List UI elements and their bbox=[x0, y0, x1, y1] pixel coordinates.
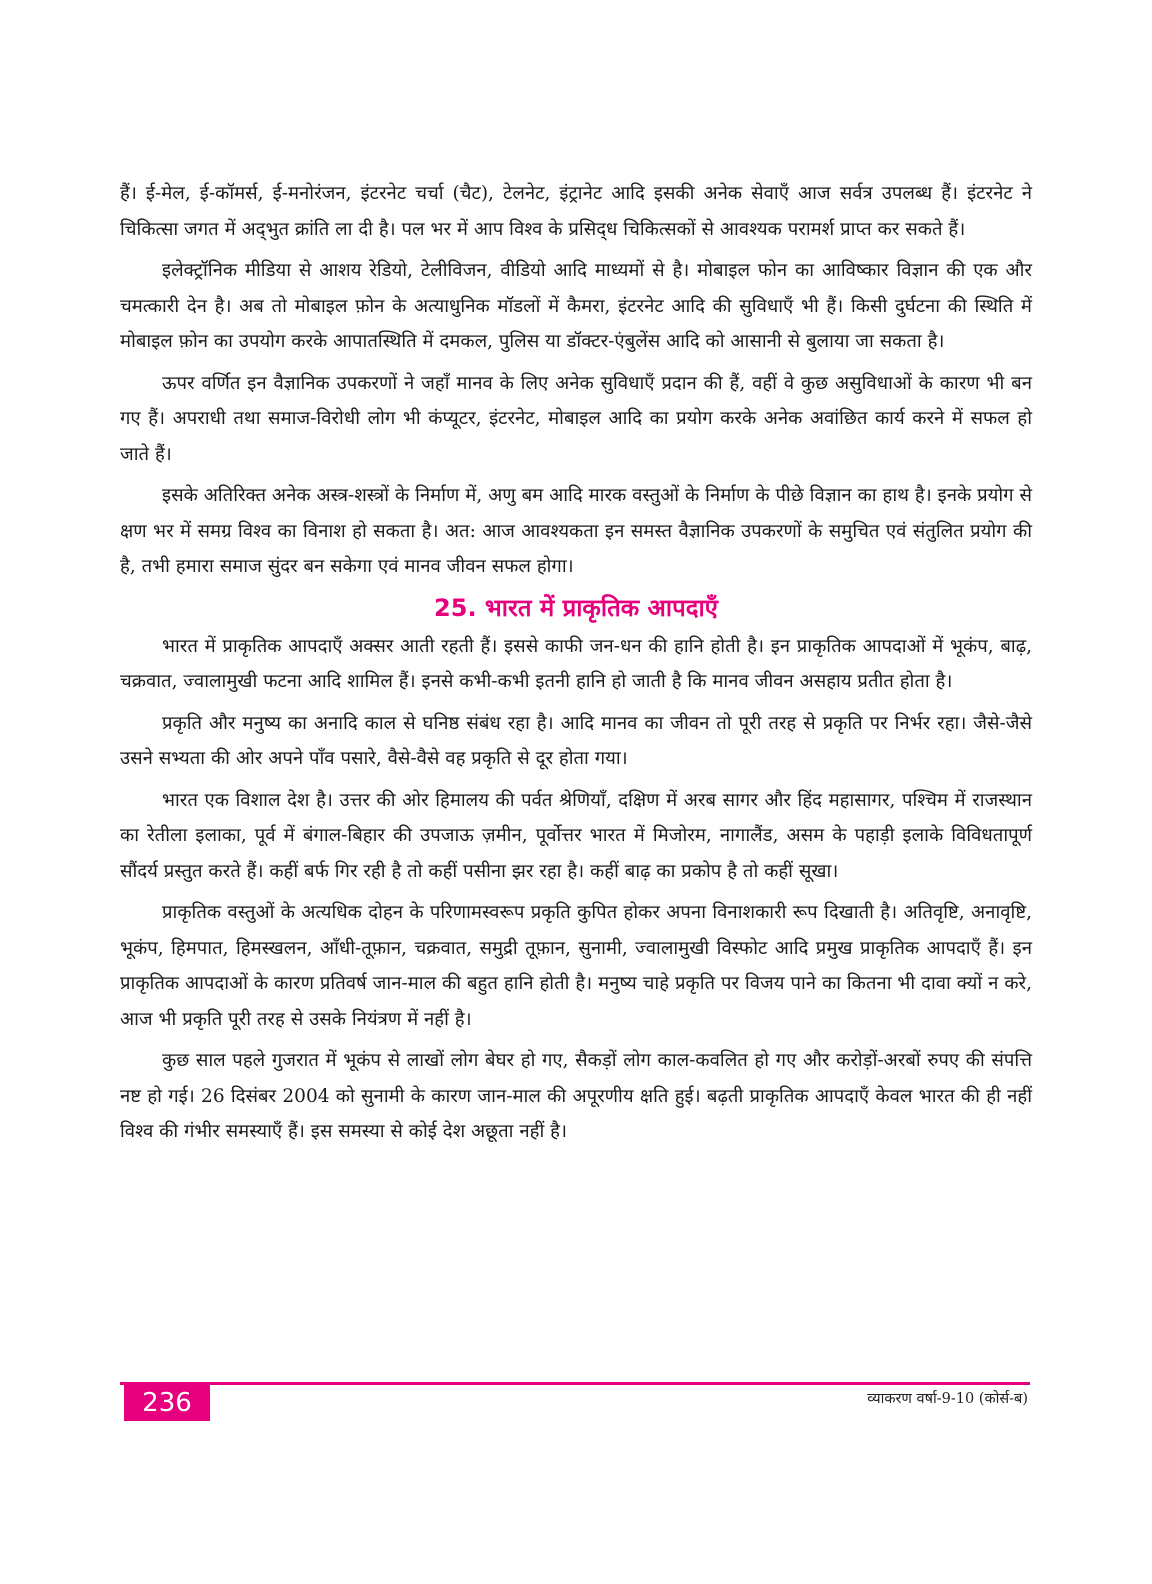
book-title: व्याकरण वर्षा-9-10 (कोर्स-ब) bbox=[867, 1391, 1028, 1407]
paragraph-india-geography: भारत एक विशाल देश है। उत्तर की ओर हिमालय की पर्वत श्रेणियाँ, दक्षिण में अरब सागर और हिंद महासागर, पश्चिम में राजस्थान का रेतीला इलाका, पूर्व में बंगाल-बिहार की उपजाऊ ज़मीन, पूर्वोत्तर भारत में मिजोरम, नागालैंड, असम के पहाड़ी इलाके विविधतापूर्ण सौंदर्य प्रस्तुत करते हैं। कहीं बर्फ गिर रही है तो कहीं पसीना झर रहा है। कहीं बाढ़ का प्रकोप है तो कहीं सूखा। bbox=[120, 789, 1032, 882]
paragraph-gujarat-tsunami: कुछ साल पहले गुजरात में भूकंप से लाखों लोग बेघर हो गए, सैकड़ों लोग काल-कवलित हो गए और करोड़ों-अरबों रुपए की संपत्ति नष्ट हो गई। 26 दिसंबर 2004 को सुनामी के कारण जान-माल की अपूरणीय क्षति हुई। बढ़ती प्राकृतिक आपदाएँ केवल भारत की ही नहीं विश्व की गंभीर समस्याएँ हैं। इस समस्या से कोई देश अछूता नहीं है। bbox=[120, 1050, 1032, 1142]
paragraph-disasters-intro: भारत में प्राकृतिक आपदाएँ अक्सर आती रहती हैं। इससे काफी जन-धन की हानि होती है। इन प्राकृतिक आपदाओं में भूकंप, बाढ़, चक्रवात, ज्वालामुखी फटना आदि शामिल हैं। इनसे कभी-कभी इतनी हानि हो जाती है कि मानव जीवन असहाय प्रतीत होता है। bbox=[120, 635, 1032, 692]
paragraph-weapons: इसके अतिरिक्त अनेक अस्त्र-शस्त्रों के निर्माण में, अणु बम आदि मारक वस्तुओं के निर्माण के पीछे विज्ञान का हाथ है। इनके प्रयोग से क्षण भर में समग्र विश्व का विनाश हो सकता है। अत: आज आवश्यकता इन समस्त वैज्ञानिक उपकरणों के समुचित एवं संतुलित प्रयोग की है, तभी हमारा समाज सुंदर बन सकेगा एवं मानव जीवन सफल होगा। bbox=[120, 485, 1032, 577]
page-content bbox=[120, 176, 1032, 1156]
paragraph-electronic-media: इलेक्ट्रॉनिक मीडिया से आशय रेडियो, टेलीविजन, वीडियो आदि माध्यमों से है। मोबाइल फोन का आविष्कार विज्ञान की एक और चमत्कारी देन है। अब तो मोबाइल फ़ोन के अत्याधुनिक मॉडलों में कैमरा, इंटरनेट आदि की सुविधाएँ भी हैं। किसी दुर्घटना की स्थिति में मोबाइल फ़ोन का उपयोग करके आपातस्थिति में दमकल, पुलिस या डॉक्टर-एंबुलेंस आदि को आसानी से बुलाया जा सकता है। bbox=[120, 260, 1032, 352]
paragraph-internet-services: हैं। ई-मेल, ई-कॉमर्स, ई-मनोरंजन, इंटरनेट चर्चा (चैट), टेलनेट, इंट्रानेट आदि इसकी अनेक सेवाएँ आज सर्वत्र उपलब्ध हैं। इंटरनेट ने चिकित्सा जगत में अद्‌भुत क्रांति ला दी है। पल भर में आप विश्व के प्रसिद्‌ध चिकित्सकों से आवश्यक परामर्श प्राप्त कर सकते हैं। bbox=[120, 183, 1032, 240]
section-heading: 25. भारत में प्राकृतिक आपदाएँ bbox=[434, 593, 718, 622]
paragraph-disadvantages: ऊपर वर्णित इन वैज्ञानिक उपकरणों ने जहाँ मानव के लिए अनेक सुविधाएँ प्रदान की हैं, वहीं वे कुछ असुविधाओं के कारण भी बन गए हैं। अपराधी तथा समाज-विरोधी लोग भी कंप्यूटर, इंटरनेट, मोबाइल आदि का प्रयोग करके अनेक अवांछित कार्य करने में सफल हो जाते हैं। bbox=[120, 372, 1032, 465]
page-number: 236 bbox=[124, 1385, 210, 1421]
paragraph-exploitation: प्राकृतिक वस्तुओं के अत्यधिक दोहन के परिणामस्वरूप प्रकृति कुपित होकर अपना विनाशकारी रूप दिखाती है। अतिवृष्टि, अनावृष्टि, भूकंप, हिमपात, हिमस्खलन, आँधी-तूफ़ान, चक्रवात, समुद्री तूफ़ान, सुनामी, ज्वालामुखी विस्फोट आदि प्रमुख प्राकृतिक आपदाएँ हैं। इन प्राकृतिक आपदाओं के कारण प्रतिवर्ष जान-माल की बहुत हानि होती है। मनुष्य चाहे प्रकृति पर विजय पाने का कितना भी दावा क्यों न करे, आज भी प्रकृति पूरी तरह से उसके नियंत्रण में नहीं है। bbox=[120, 902, 1032, 1030]
footer-divider bbox=[120, 1382, 1030, 1385]
paragraph-nature-man: प्रकृति और मनुष्य का अनादि काल से घनिष्ठ संबंध रहा है। आदि मानव का जीवन तो पूरी तरह से प्रकृति पर निर्भर रहा। जैसे-जैसे उसने सभ्यता की ओर अपने पाँव पसारे, वैसे-वैसे वह प्रकृति से दूर होता गया। bbox=[120, 712, 1032, 769]
